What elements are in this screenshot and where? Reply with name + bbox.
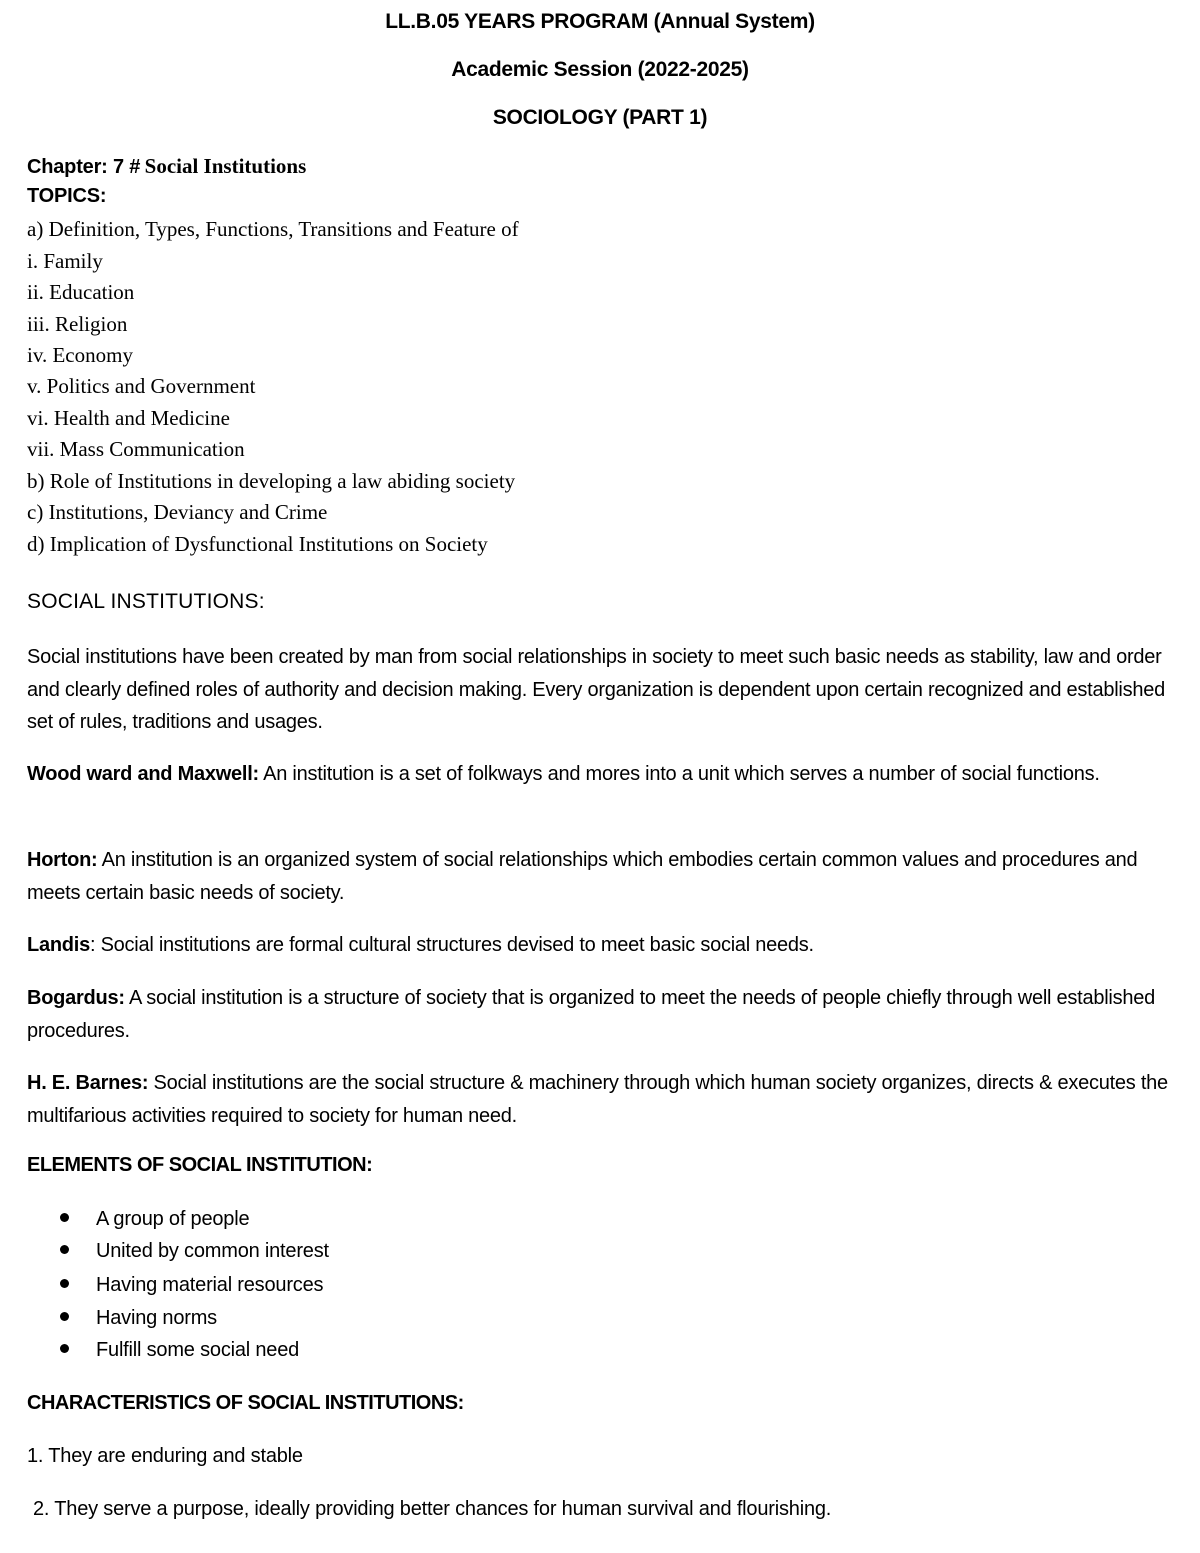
definition-paragraph: [27, 929, 1177, 962]
topic-item: iv. Economy: [27, 343, 133, 367]
definition-paragraph: [27, 1067, 1177, 1132]
program-title: LL.B.05 YEARS PROGRAM (Annual System): [385, 10, 815, 33]
chapter-heading: [27, 154, 306, 179]
definition-author: Wood ward and Maxwell:: [27, 763, 259, 785]
characteristic-item: 1. They are enduring and stable: [27, 1445, 303, 1467]
definition-paragraph: [27, 982, 1177, 1047]
list-item: [60, 1307, 217, 1330]
characteristic-item: 2. They serve a purpose, ideally providing better chances for human survival and flourishing.: [33, 1498, 832, 1520]
elements-heading: ELEMENTS OF SOCIAL INSTITUTION:: [27, 1154, 373, 1176]
topic-item: c) Institutions, Deviancy and Crime: [27, 500, 328, 524]
bullet-icon: [60, 1279, 69, 1288]
list-item-text: Having material resources: [96, 1274, 324, 1296]
bullet-icon: [60, 1344, 69, 1353]
definition-text: An institution is a set of folkways and mores into a unit which serves a number of social functions.: [258, 763, 1100, 785]
topics-label: TOPICS:: [27, 185, 107, 207]
list-item-text: Fulfill some social need: [96, 1339, 300, 1361]
bullet-icon: [60, 1312, 69, 1321]
definition-author: Bogardus:: [27, 987, 125, 1009]
list-item-text: Having norms: [96, 1307, 217, 1329]
course-title: SOCIOLOGY (PART 1): [492, 106, 708, 129]
topic-item: iii. Religion: [27, 312, 128, 336]
list-item: [60, 1339, 299, 1362]
academic-session: Academic Session (2022-2025): [451, 58, 749, 81]
definition-text: An institution is an organized system of social relationships which embodies certain common values and procedures and meets certain basic needs of society.: [27, 849, 1138, 904]
definition-text: Social institutions are the social structure & machinery through which human society organizes, directs & executes the multifarious activities required to society for human need.: [27, 1072, 1168, 1127]
bullet-icon: [60, 1245, 69, 1254]
definition-text: A social institution is a structure of society that is organized to meet the needs of people chiefly through well established procedures.: [27, 987, 1155, 1042]
topic-item: i. Family: [27, 249, 103, 273]
definition-text: : Social institutions are formal cultural structures devised to meet basic social needs.: [89, 934, 814, 956]
topic-item: ii. Education: [27, 280, 135, 304]
list-item: [60, 1240, 329, 1263]
definition-paragraph: [27, 844, 1177, 909]
intro-paragraph: Social institutions have been created by man from social relationships in society to meet such basic needs as stability, law and order and clearly defined roles of authority and decision making. Every organization is dependent upon certain recognized and established set of rules, traditions and usages.: [27, 646, 1165, 733]
topic-item: v. Politics and Government: [27, 374, 256, 398]
definition-author: Landis: [27, 934, 90, 956]
definition-author: Horton:: [27, 849, 98, 871]
topic-item: a) Definition, Types, Functions, Transitions and Feature of: [27, 217, 519, 241]
list-item-text: United by common interest: [96, 1240, 329, 1262]
chapter-label: Chapter: 7 #: [27, 156, 141, 178]
topic-item: vii. Mass Communication: [27, 437, 245, 461]
topic-item: b) Role of Institutions in developing a law abiding society: [27, 469, 516, 493]
section-heading-social-institutions: SOCIAL INSTITUTIONS:: [27, 590, 265, 613]
list-item: [60, 1274, 323, 1297]
bullet-icon: [60, 1213, 69, 1222]
definition-author: H. E. Barnes:: [27, 1072, 149, 1094]
topic-item: vi. Health and Medicine: [27, 406, 230, 430]
definition-paragraph: [27, 758, 1177, 791]
characteristics-heading: CHARACTERISTICS OF SOCIAL INSTITUTIONS:: [27, 1392, 464, 1414]
chapter-title: Social Institutions: [144, 154, 307, 178]
topic-item: d) Implication of Dysfunctional Institutions on Society: [27, 532, 488, 556]
list-item: [60, 1208, 249, 1231]
list-item-text: A group of people: [96, 1208, 250, 1230]
